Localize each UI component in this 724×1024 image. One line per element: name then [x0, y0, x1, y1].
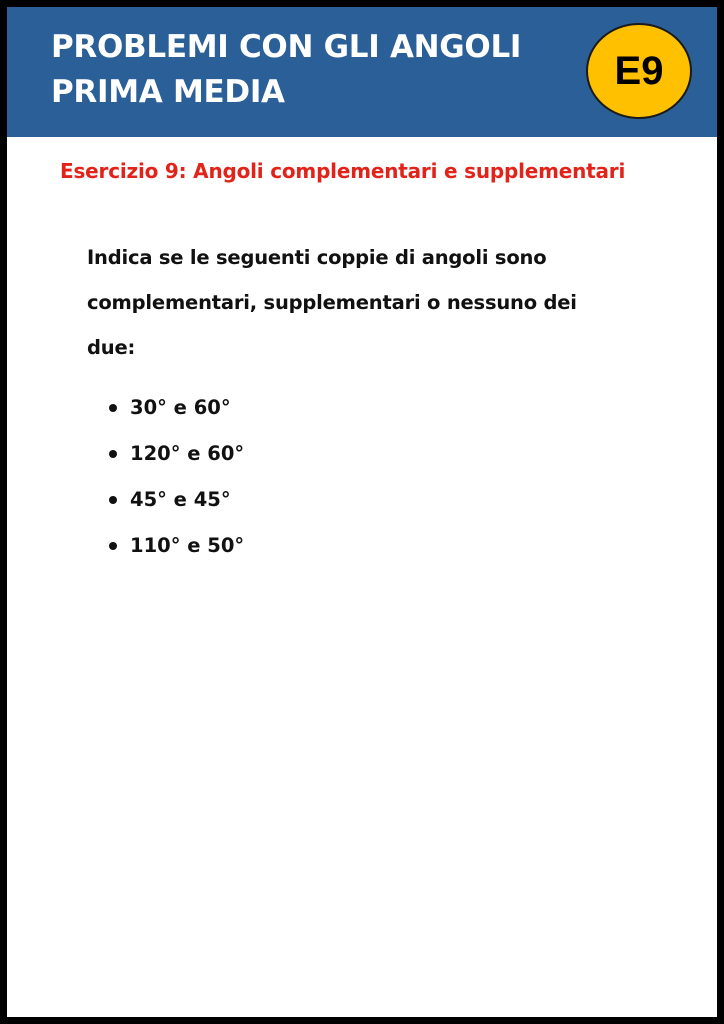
header-title [51, 25, 521, 115]
header-title-line-1: PROBLEMI CON GLI ANGOLI [51, 29, 522, 65]
exercise-badge: E9 [586, 23, 692, 119]
angle-pair: 110° e 50° [130, 534, 245, 557]
angle-pair: 120° e 60° [130, 442, 245, 465]
list-item [107, 431, 244, 477]
list-item [107, 523, 244, 569]
bullet-icon [109, 542, 117, 550]
bullet-icon [109, 404, 117, 412]
bullet-icon [109, 496, 117, 504]
angle-pair: 45° e 45° [130, 488, 231, 511]
bullet-icon [109, 450, 117, 458]
angle-pairs-list [107, 385, 244, 569]
list-item [107, 385, 244, 431]
header-banner [7, 7, 717, 137]
exercise-title: Esercizio 9: Angoli complementari e supplementari [60, 159, 626, 183]
exercise-instructions: Indica se le seguenti coppie di angoli sono complementari, supplementari o nessuno dei due: [87, 246, 577, 359]
angle-pair: 30° e 60° [130, 396, 231, 419]
header-title-line-2: PRIMA MEDIA [51, 74, 285, 110]
list-item [107, 477, 244, 523]
